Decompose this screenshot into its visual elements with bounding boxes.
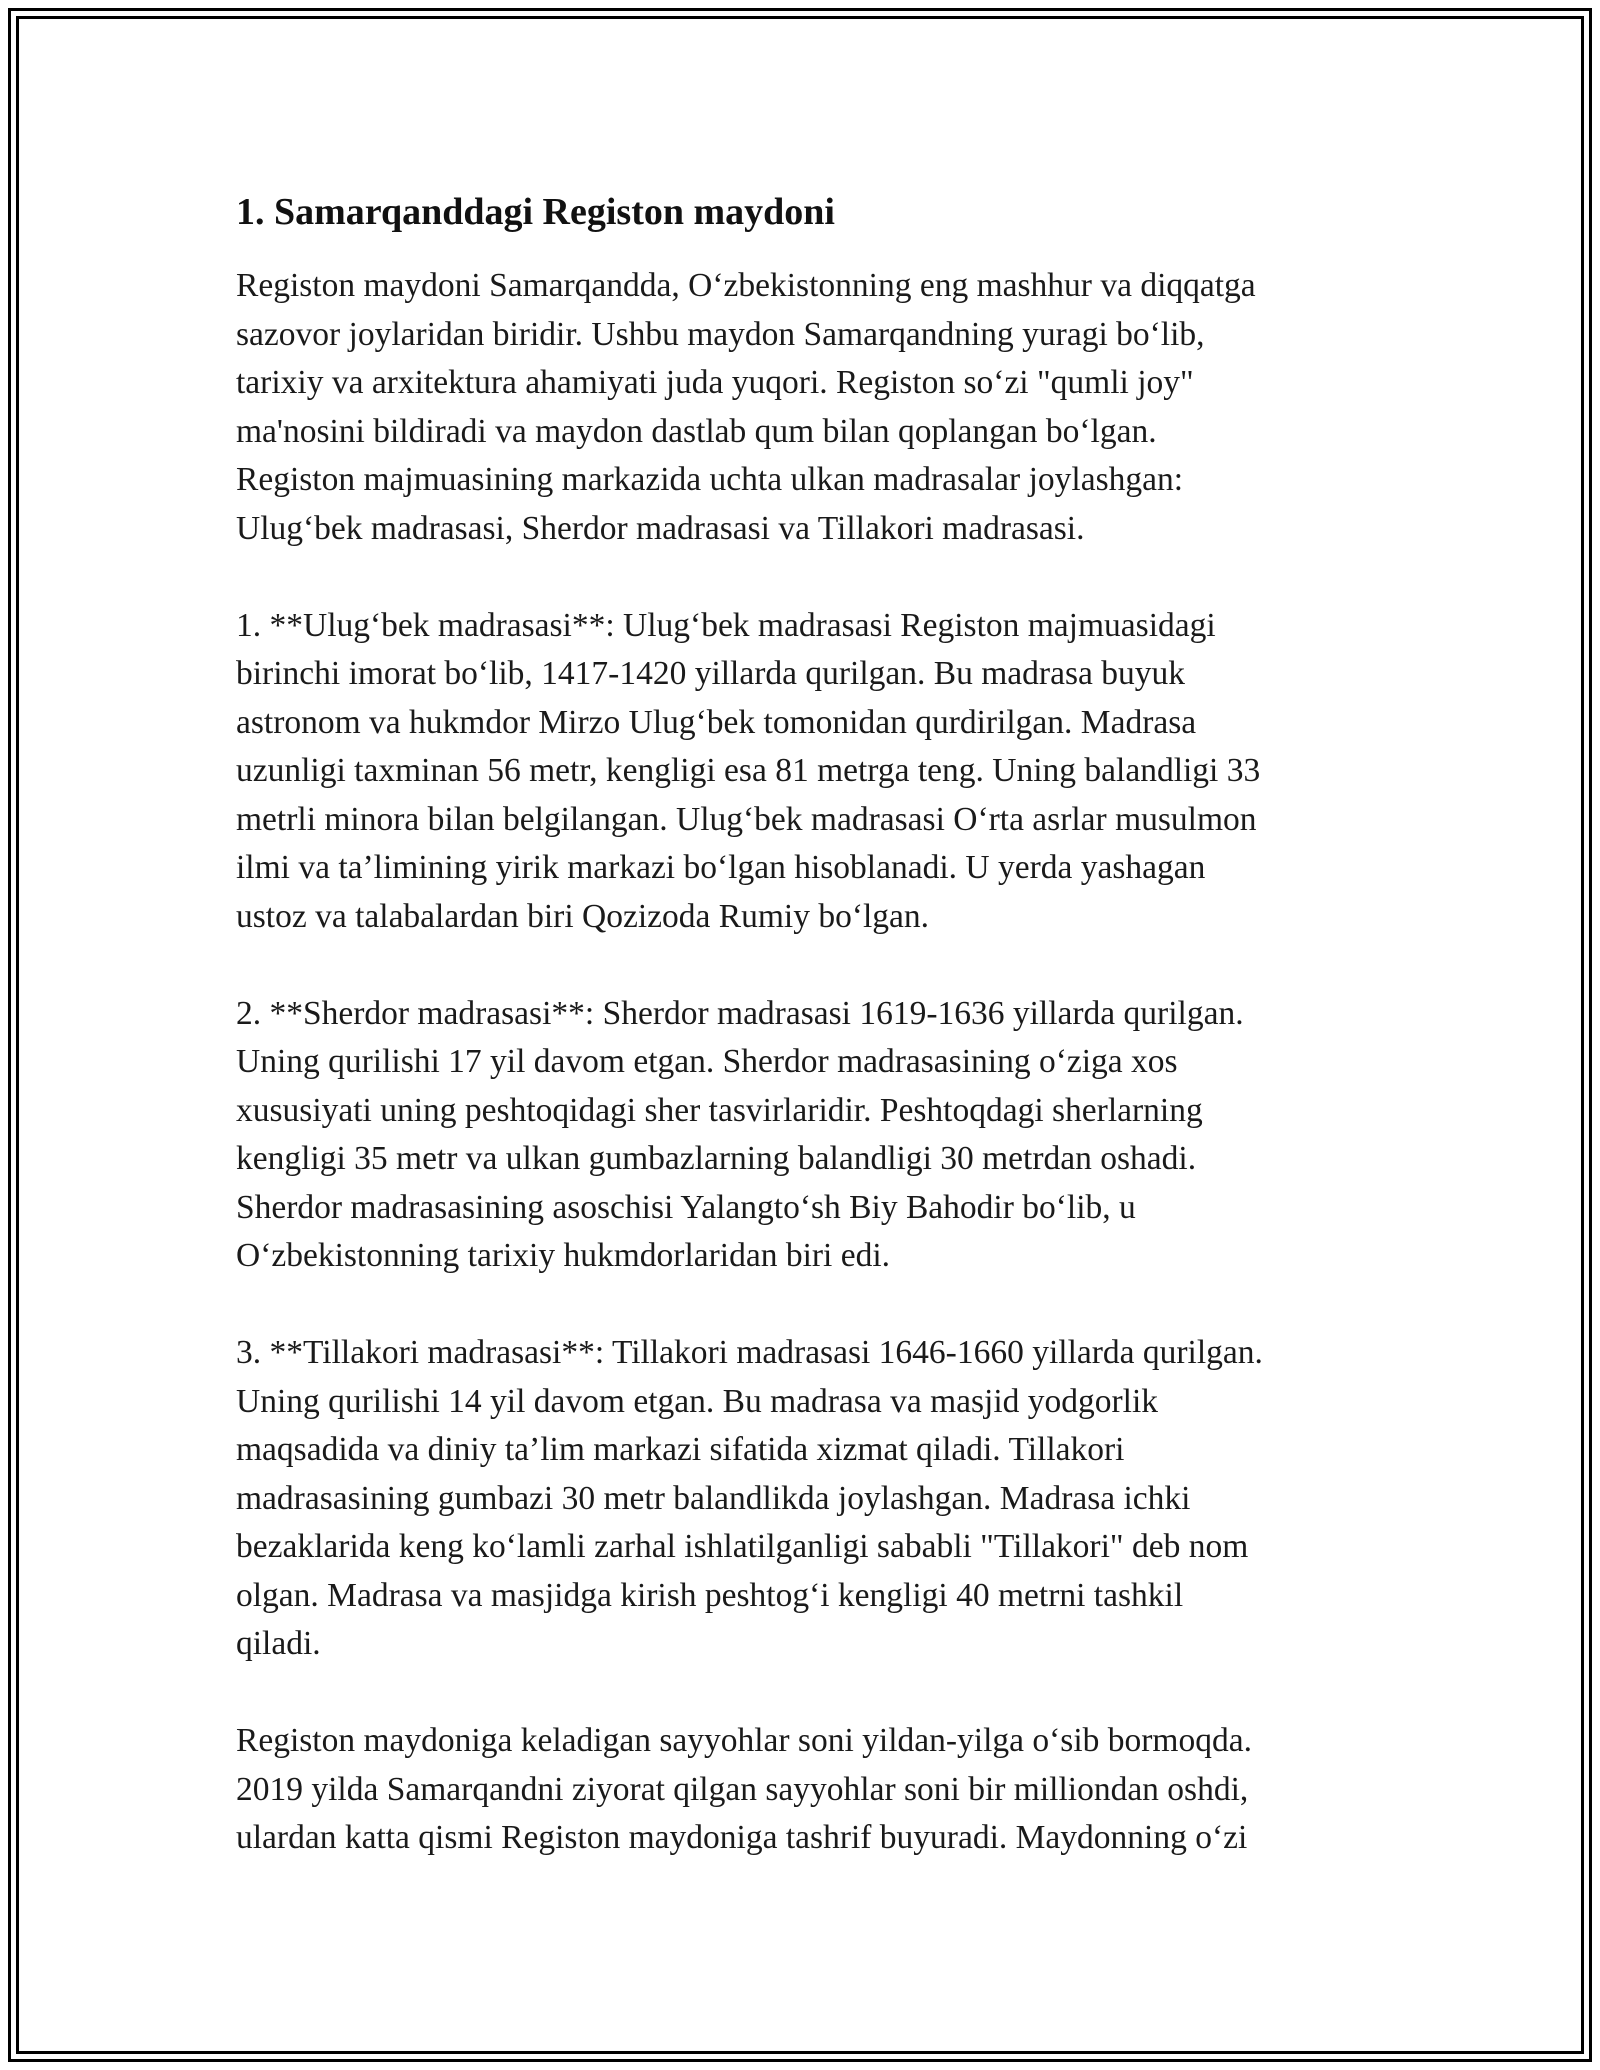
text-line: maqsadida va diniy ta’lim markazi sifatida xizmat qiladi. Tillakori: [236, 1431, 1125, 1468]
text-line: birinchi imorat bo‘lib, 1417-1420 yillarda qurilgan. Bu madrasa buyuk: [236, 655, 1185, 692]
text-line: sazovor joylaridan biridir. Ushbu maydon Samarqandning yuragi bo‘lib,: [236, 315, 1205, 353]
text-line: Sherdor madrasasining asoschisi Yalangto‘sh Biy Bahodir bo‘lib, u: [236, 1188, 1136, 1226]
text-line: ustoz va talabalardan biri Qozizoda Rumiy bo‘lgan.: [236, 897, 930, 935]
paragraph-ulugbek: [236, 602, 1376, 942]
document-body: [236, 186, 1376, 1911]
text-line: xususiyati uning peshtoqidagi sher tasvirlaridir. Peshtoqdagi sherlarning: [236, 1091, 1203, 1129]
text-line: Uning qurilishi 17 yil davom etgan. Sherdor madrasasining o‘ziga xos: [236, 1043, 1178, 1080]
paragraph-intro: [236, 262, 1376, 553]
text-line: ilmi va ta’limining yirik markazi bo‘lgan hisoblanadi. U yerda yashagan: [236, 849, 1206, 886]
text-line: 1. **Ulug‘bek madrasasi**: Ulug‘bek madrasasi Registon majmuasidagi: [236, 606, 1216, 644]
text-line: kengligi 35 metr va ulkan gumbazlarning balandligi 30 metrdan oshadi.: [236, 1140, 1197, 1177]
paragraph-sherdor: [236, 990, 1376, 1281]
paragraph-tillakori: [236, 1329, 1376, 1669]
text-line: ma'nosini bildiradi va maydon dastlab qum bilan qoplangan bo‘lgan.: [236, 412, 1157, 450]
text-line: Ulug‘bek madrasasi, Sherdor madrasasi va Tillakori madrasasi.: [236, 509, 1085, 547]
text-line: astronom va hukmdor Mirzo Ulug‘bek tomonidan qurdirilgan. Madrasa: [236, 703, 1197, 741]
text-line: olgan. Madrasa va masjidga kirish peshtog‘i kengligi 40 metrni tashkil: [236, 1576, 1184, 1614]
text-line: metrli minora bilan belgilangan. Ulug‘bek madrasasi O‘rta asrlar musulmon: [236, 800, 1257, 838]
text-line: uzunligi taxminan 56 metr, kengligi esa 81 metrga teng. Uning balandligi 33: [236, 752, 1261, 789]
text-line: qiladi.: [236, 1625, 321, 1662]
text-line: madrasasining gumbazi 30 metr balandlikda joylashgan. Madrasa ichki: [236, 1479, 1191, 1517]
paragraph-tourism: [236, 1717, 1376, 1863]
text-line: 2. **Sherdor madrasasi**: Sherdor madrasasi 1619-1636 yillarda qurilgan.: [236, 994, 1244, 1032]
text-line: O‘zbekistonning tarixiy hukmdorlaridan biri edi.: [236, 1237, 891, 1274]
text-line: tarixiy va arxitektura ahamiyati juda yuqori. Registon so‘zi "qumli joy": [236, 364, 1194, 401]
text-line: Uning qurilishi 14 yil davom etgan. Bu madrasa va masjid yodgorlik: [236, 1382, 1159, 1420]
text-line: Registon maydoniga keladigan sayyohlar soni yildan-yilga o‘sib bormoqda.: [236, 1722, 1252, 1759]
text-line: 3. **Tillakori madrasasi**: Tillakori madrasasi 1646-1660 yillarda qurilgan.: [236, 1334, 1263, 1371]
text-line: bezaklarida keng ko‘lamli zarhal ishlatilganligi sababli "Tillakori" deb nom: [236, 1528, 1249, 1565]
document-heading: 1. Samarqanddagi Registon maydoni: [236, 191, 835, 233]
text-line: ulardan katta qismi Registon maydoniga tashrif buyuradi. Maydonning o‘zi: [236, 1819, 1248, 1856]
text-line: Registon maydoni Samarqandda, O‘zbekistonning eng mashhur va diqqatga: [236, 267, 1256, 304]
text-line: 2019 yilda Samarqandni ziyorat qilgan sayyohlar soni bir milliondan oshdi,: [236, 1770, 1249, 1808]
text-line: Registon majmuasining markazida uchta ulkan madrasalar joylashgan:: [236, 461, 1184, 498]
